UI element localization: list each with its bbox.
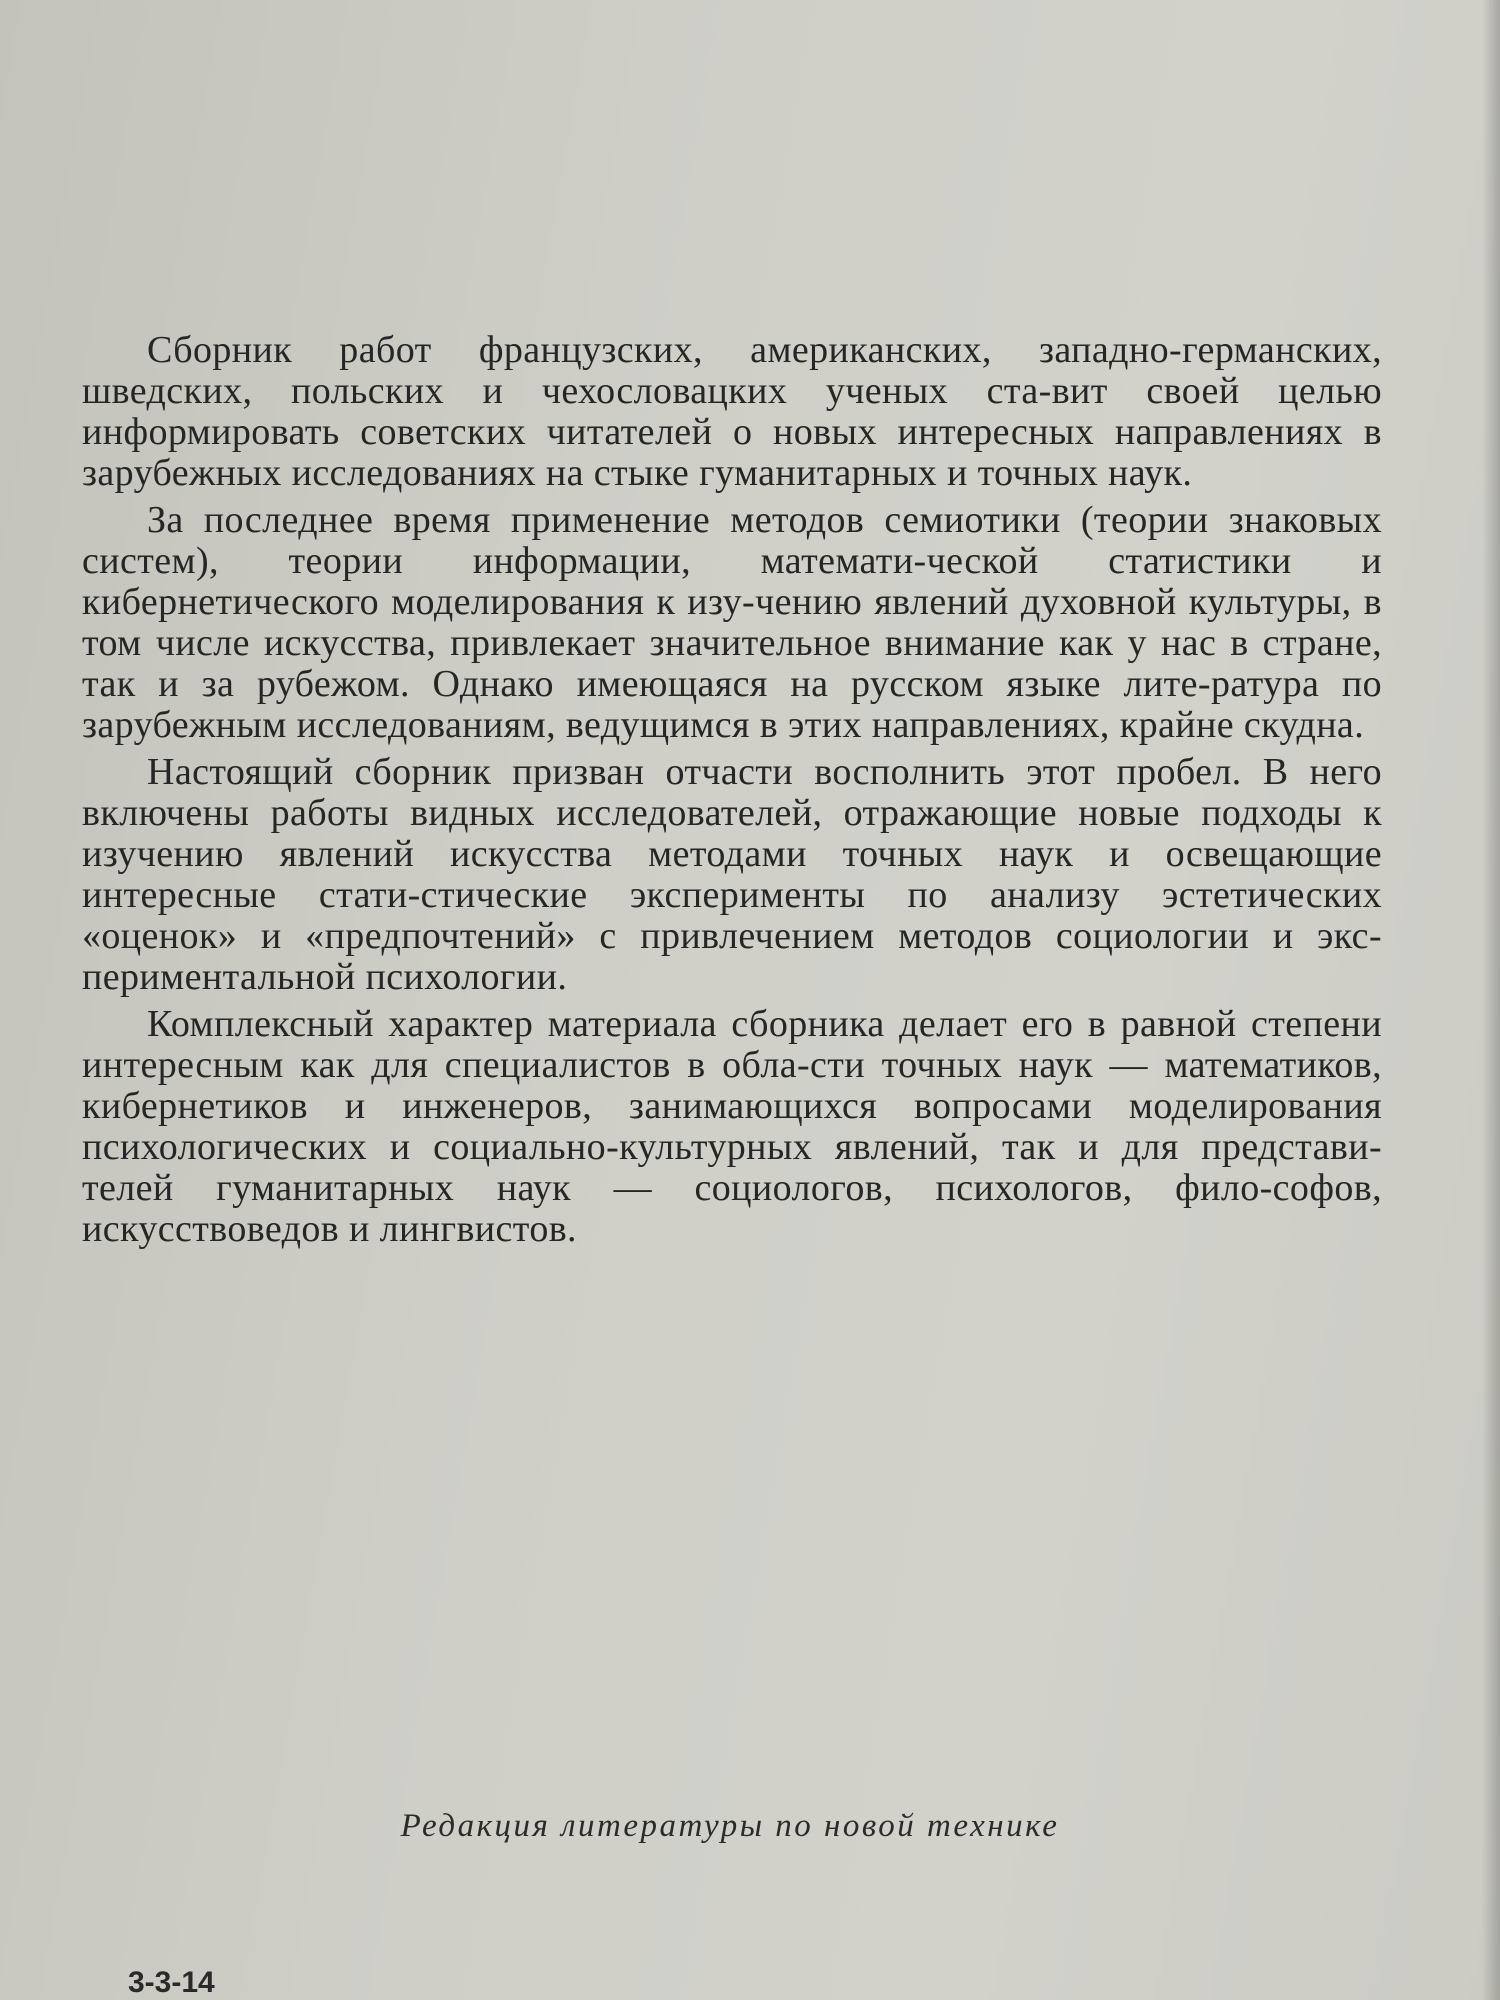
publication-code: 3-3-14	[128, 1966, 215, 1999]
page-edge-shadow	[1482, 0, 1500, 2000]
abstract-paragraph-2: За последнее время применение методов семиотики (теории знаковых систем), теории информации, математи-ческой статистики и кибернетического моделирования к изу-чению явлений духовной культуры, в том числе искусства, привлекает значительное внимание как у нас в стране, так и за рубежом. Однако имеющаяся на русском языке лите-ратура по зарубежным исследованиям, ведущимся в этих направлениях, крайне скудна.	[82, 499, 1382, 746]
abstract-paragraph-3: Настоящий сборник призван отчасти восполнить этот пробел. В него включены работы видных исследователей, отражающие новые подходы к изучению явлений искусства методами точных наук и освещающие интересные стати-стические эксперименты по анализу эстетических «оценок» и «предпочтений» с привлечением методов социологии и экс-периментальной психологии.	[82, 751, 1382, 998]
abstract-text	[82, 330, 1382, 1256]
editorial-imprint: Редакция литературы по новой технике	[400, 1808, 1060, 1844]
abstract-paragraph-4: Комплексный характер материала сборника делает его в равной степени интересным как для специалистов в обла-сти точных наук — математиков, кибернетиков и инженеров, занимающихся вопросами моделирования психологических и социально-культурных явлений, так и для представи-телей гуманитарных наук — социологов, психологов, фило-софов, искусствоведов и лингвистов.	[82, 1003, 1382, 1250]
abstract-paragraph-1: Сборник работ французских, американских, западно-германских, шведских, польских и чехословацких ученых ста-вит своей целью информировать советских читателей о новых интересных направлениях в зарубежных исследованиях на стыке гуманитарных и точных наук.	[82, 329, 1382, 494]
